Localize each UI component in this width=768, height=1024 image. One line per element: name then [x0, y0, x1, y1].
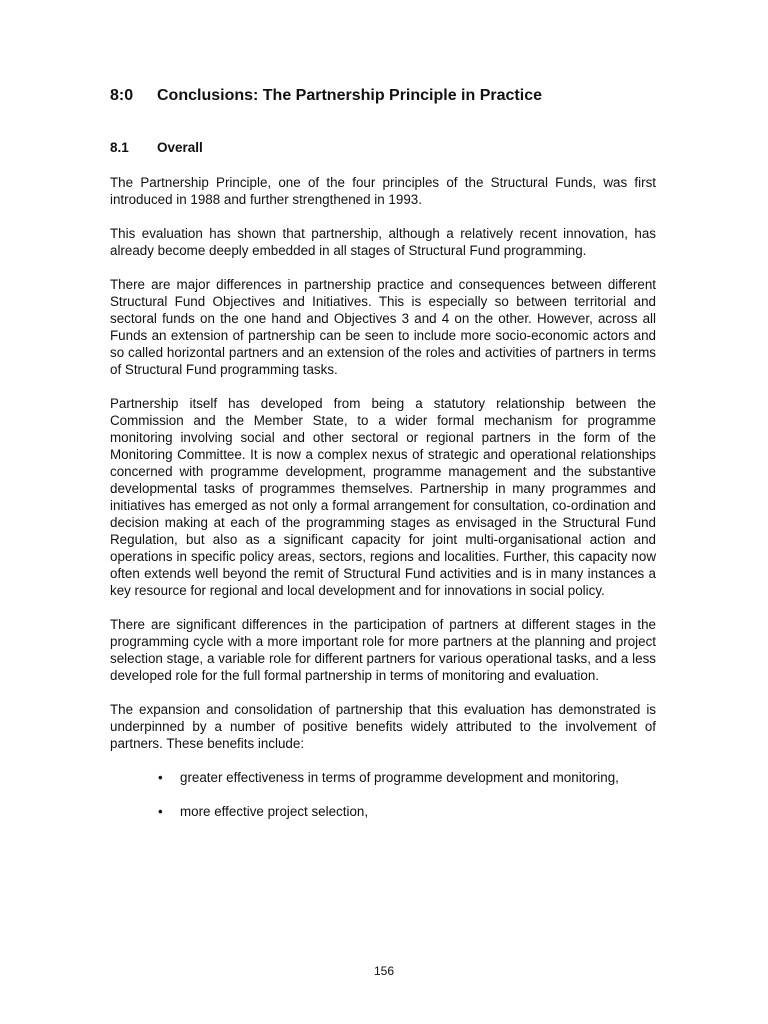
- chapter-number: 8:0: [110, 87, 134, 104]
- bullet-icon: •: [158, 770, 163, 785]
- paragraph: There are significant differences in the participation of partners at different stages in the programming cycle with a more important role for more partners at the planning and project selection stage, a variable role for different partners for various operational tasks, and a less developed role for the full formal partnership in terms of monitoring and evaluation.: [110, 617, 656, 683]
- chapter-heading: [110, 86, 670, 106]
- list-item-text: more effective project selection,: [180, 804, 369, 819]
- list-item: [110, 803, 656, 820]
- paragraph: The expansion and consolidation of partnership that this evaluation has demonstrated is underpinned by a number of positive benefits widely attributed to the involvement of partners. These benefits include:: [110, 702, 656, 751]
- benefits-list: [110, 769, 656, 820]
- list-item: [110, 769, 656, 786]
- paragraph: There are major differences in partnership practice and consequences between different Structural Fund Objectives and Initiatives. This is especially so between territorial and sectoral funds on the one hand and Objectives 3 and 4 on the other. However, across all Funds an extension of partnership can be seen to include more socio-economic actors and so called horizontal partners and an extension of the roles and activities of partners in terms of Structural Fund programming tasks.: [110, 277, 656, 377]
- paragraph: Partnership itself has developed from being a statutory relationship between the Commission and the Member State, to a wider formal mechanism for programme monitoring involving social and other sectoral or regional partners in the form of the Monitoring Committee. It is now a complex nexus of strategic and operational relationships concerned with programme development, programme management and the substantive developmental tasks of programmes themselves. Partnership in many programmes and initiatives has emerged as not only a formal arrangement for consultation, co-ordination and decision making at each of the programming stages as envisaged in the Structural Fund Regulation, but also as a significant capacity for joint multi-organisational action and operations in specific policy areas, sectors, regions and localities. Further, this capacity now often extends well beyond the remit of Structural Fund activities and is in many instances a key resource for regional and local development and for innovations in social policy.: [110, 396, 656, 598]
- paragraph: This evaluation has shown that partnership, although a relatively recent innovation, has already become deeply embedded in all stages of Structural Fund programming.: [110, 226, 656, 258]
- paragraph: The Partnership Principle, one of the four principles of the Structural Funds, was first introduced in 1988 and further strengthened in 1993.: [110, 175, 656, 207]
- chapter-title-text: Conclusions: The Partnership Principle in Practice: [157, 87, 542, 104]
- list-item-text: greater effectiveness in terms of programme development and monitoring,: [180, 770, 619, 785]
- body-text: [110, 174, 656, 837]
- section-title-text: Overall: [157, 140, 203, 155]
- section-number: 8.1: [110, 140, 129, 155]
- section-heading: [110, 139, 203, 156]
- page-number: 156: [373, 964, 395, 978]
- bullet-icon: •: [158, 804, 163, 819]
